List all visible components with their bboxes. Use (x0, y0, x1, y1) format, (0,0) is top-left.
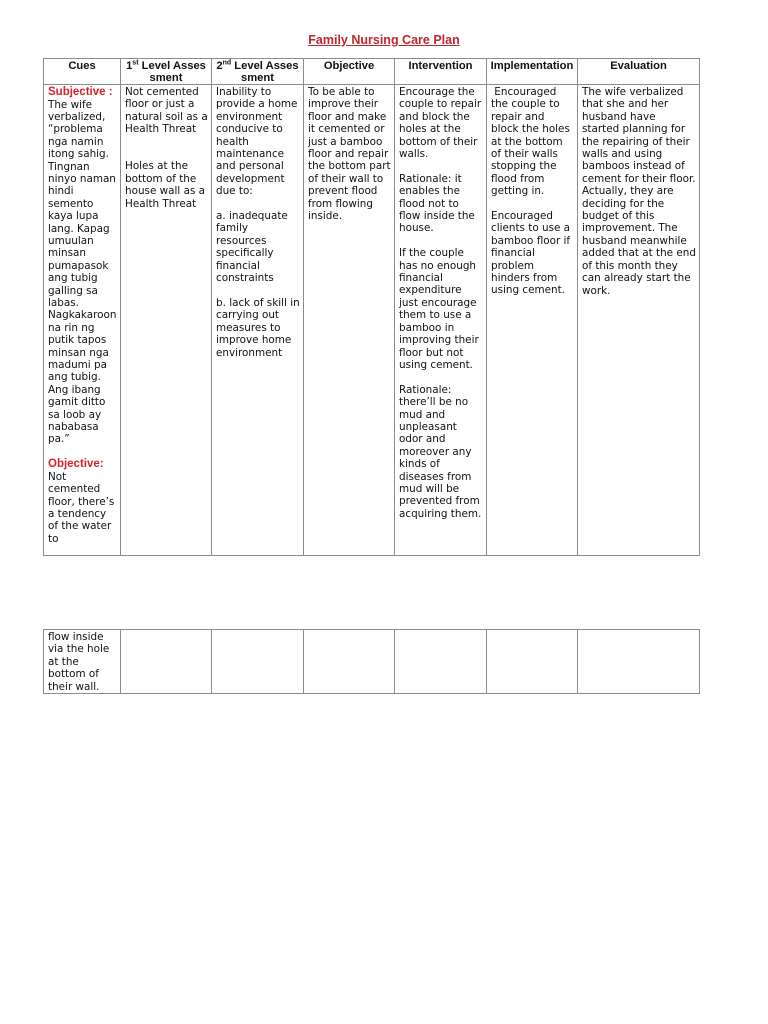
subjective-label: Subjective : (48, 86, 113, 98)
intervention-rationale: Rationale: there’ll be no mud and unpleasant odor and moreover any kinds of diseases from mud will be prevented from acquiring them. (399, 383, 482, 520)
header-second-level-assessment: 2nd Level Assessment (212, 59, 304, 85)
cues-continuation-cell (44, 630, 121, 694)
second-level-item-b: b. lack of skill in carrying out measures to improve home environment (216, 296, 300, 359)
header-evaluation: Evaluation (578, 59, 700, 85)
implementation-paragraph: Encouraged the couple to repair and block the holes at the bottom of their walls stopping the flood from getting in. (491, 86, 570, 198)
care-plan-row (44, 85, 700, 556)
objective-text: To be able to improve their floor and make it cemented or just a bamboo floor and repair the bottom part of their wall to prevent flood from flowing inside. (308, 86, 391, 223)
first-level-item: Not cemented floor or just a natural soil as a Health Threat (125, 86, 208, 136)
header-row (44, 59, 700, 85)
page-title: Family Nursing Care Plan (308, 33, 460, 47)
evaluation-text: The wife verbalized that she and her husband have started planning for the repairing of their walls and using bamboos instead of cement for their floor. Actually, they are deciding for the budget of this improvement. The husband meanwhile added that at the end of this month they can already start the work. (582, 86, 696, 297)
header-objective: Objective (304, 59, 395, 85)
empty-cell (395, 630, 487, 694)
empty-cell (121, 630, 212, 694)
continuation-row (44, 630, 700, 694)
implementation-paragraph: Encouraged clients to use a bamboo floor if financial problem hinders from using cement. (491, 210, 571, 297)
implementation-cell (487, 85, 578, 556)
second-level-item-a: a. inadequate family resources specifically financial constraints (216, 210, 288, 285)
first-level-item: Holes at the bottom of the house wall as a Health Threat (125, 160, 206, 210)
header-cues: Cues (44, 59, 121, 85)
intervention-rationale: Rationale: it enables the flood not to flow inside the house. (399, 172, 475, 235)
empty-cell (578, 630, 700, 694)
cues-cell (44, 85, 121, 556)
first-level-cell (121, 85, 212, 556)
intervention-paragraph: Encourage the couple to repair and block the holes at the bottom of their walls. (399, 86, 482, 161)
intervention-cell (395, 85, 487, 556)
objective-cue-text: Not cemented floor, there’s a tendency of the water to (48, 470, 115, 545)
intervention-paragraph: If the couple has no enough financial expenditure just encourage them to use a bamboo in improving their floor but not using cement. (399, 247, 479, 371)
evaluation-cell (578, 85, 700, 556)
cues-continuation-text: flow inside via the hole at the bottom of their wall. (48, 631, 110, 693)
subjective-text: The wife verbalized, “problema nga namin itong sahig. Tingnan ninyo naman hindi semento kaya lupa lang. Kapag umuulan minsan pumapasok ang tubig galling sa labas. Nagkakaroon na rin ng putik tapos minsan nga madumi pa ang tubig. Ang ibang gamit ditto sa loob ay nababasa pa.” (48, 98, 117, 446)
header-intervention: Intervention (395, 59, 487, 85)
second-level-cell (212, 85, 304, 556)
header-first-level-assessment: 1st Level Assessment (121, 59, 212, 85)
continuation-table (43, 629, 700, 694)
empty-cell (487, 630, 578, 694)
second-level-intro: Inability to provide a home environment conducive to health maintenance and personal development due to: (216, 86, 298, 198)
empty-cell (304, 630, 395, 694)
objective-cell (304, 85, 395, 556)
objective-label: Objective: (48, 458, 104, 471)
header-implementation: Implementation (487, 59, 578, 85)
care-plan-table (43, 58, 700, 556)
empty-cell (212, 630, 304, 694)
